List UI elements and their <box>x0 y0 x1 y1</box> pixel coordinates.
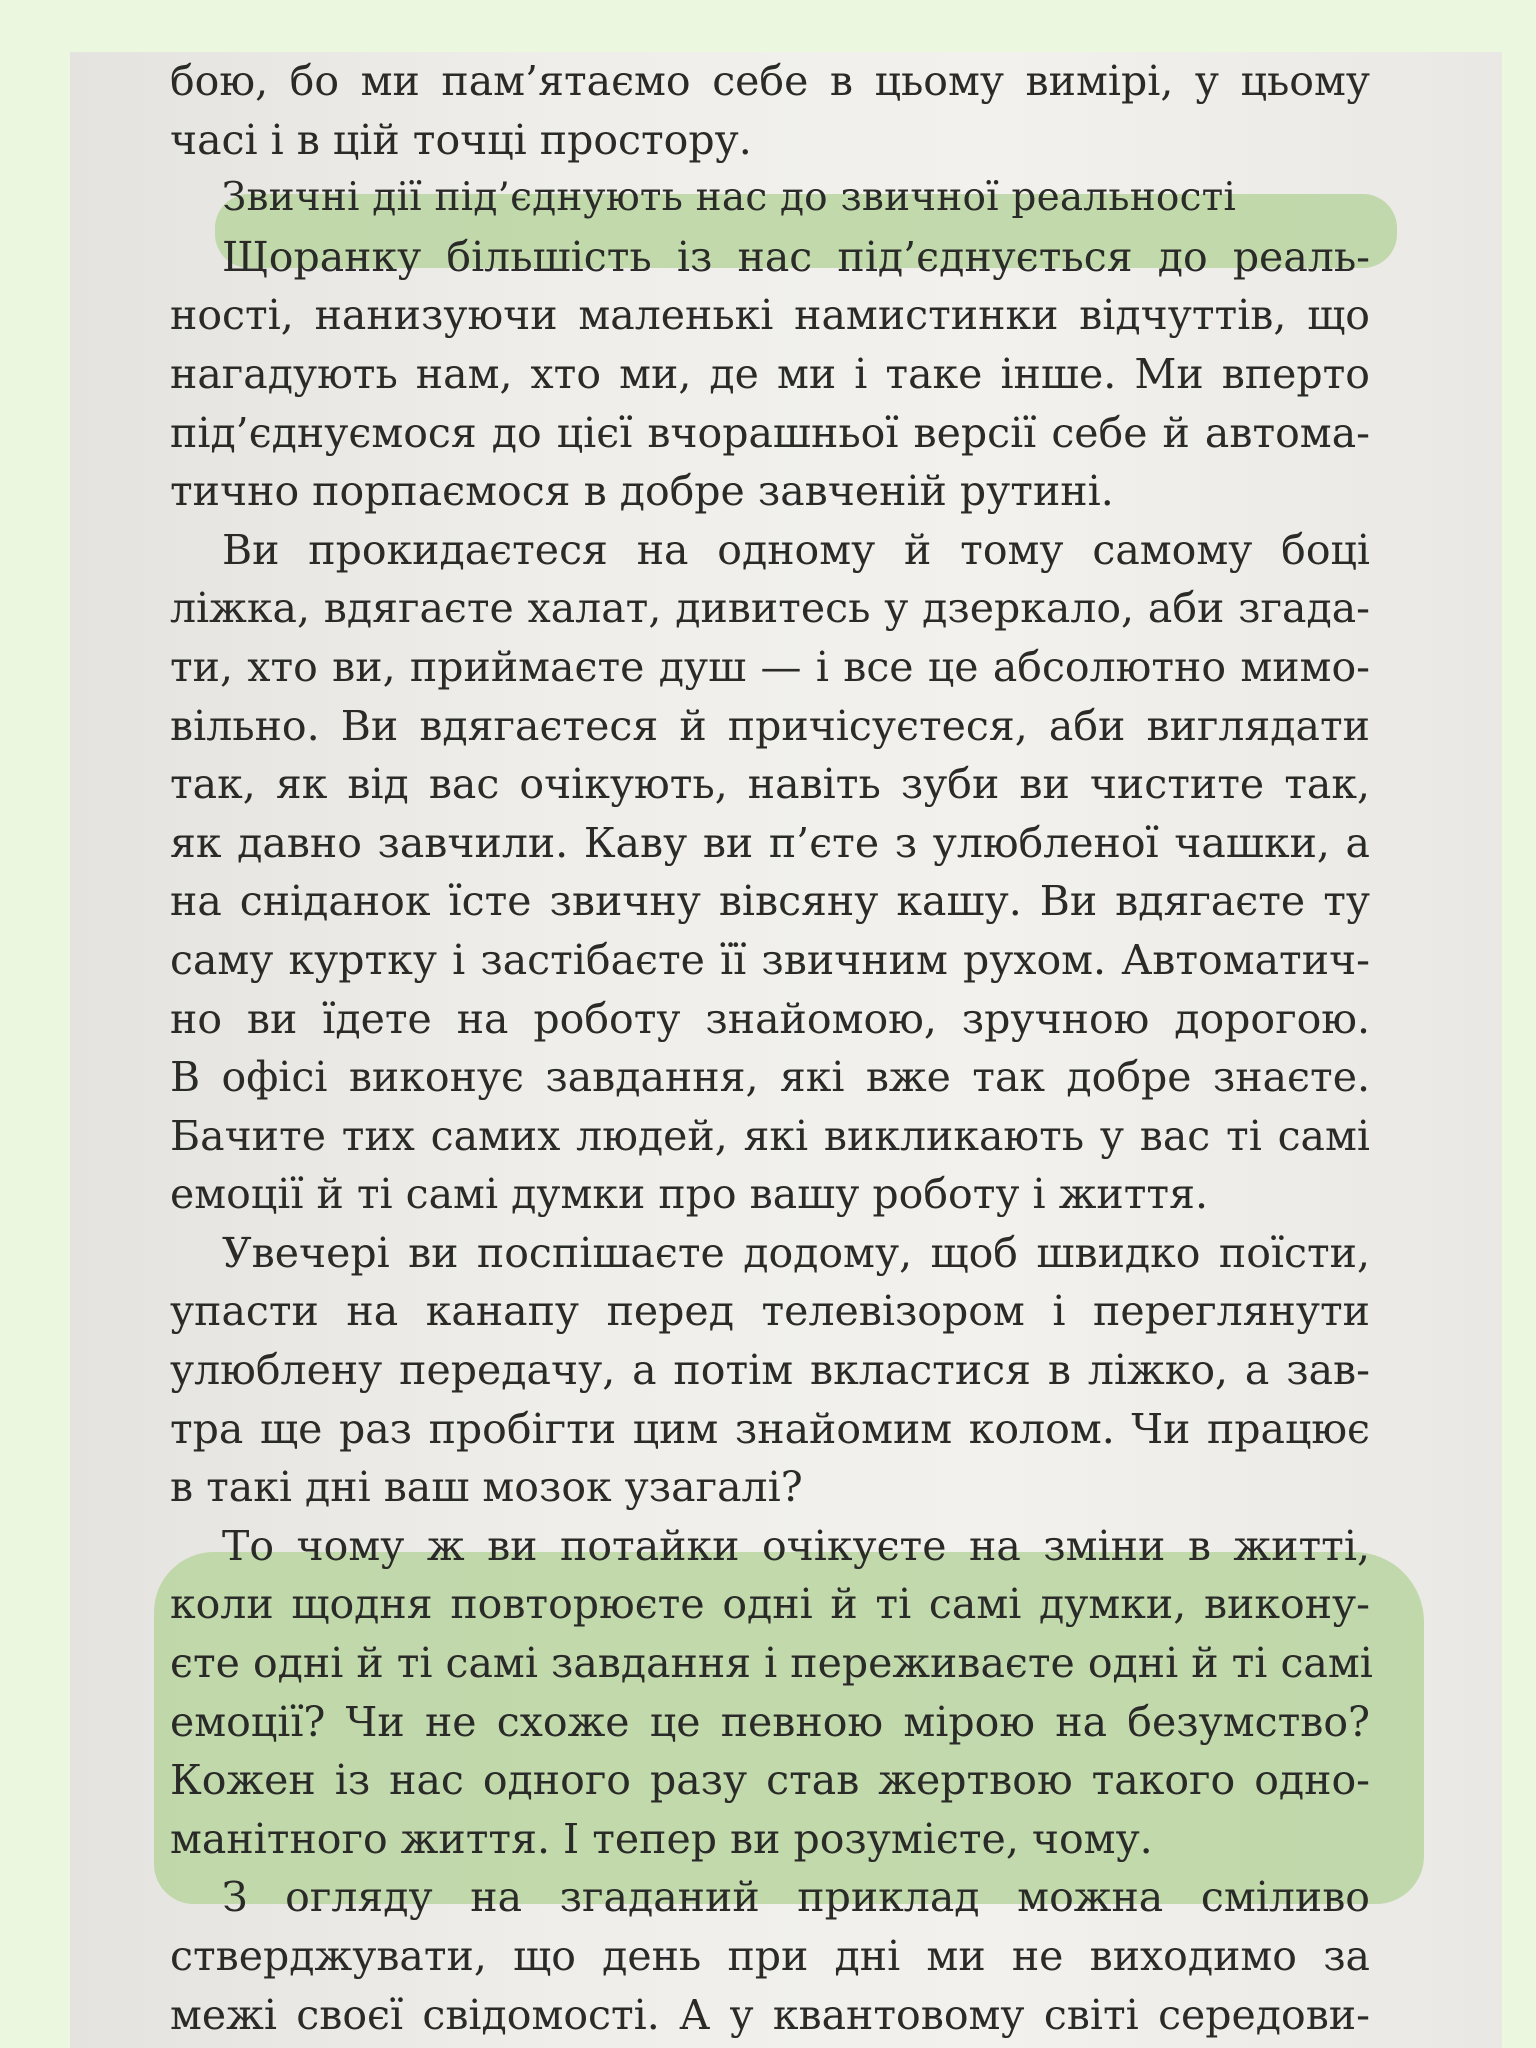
text-line: улюблену передачу, а потім вкластися в ліжко, а зав- <box>170 1346 1370 1395</box>
text-line: емоції й ті самі думки про вашу роботу і життя. <box>170 1170 1209 1219</box>
text-line: Увечері ви поспішаєте додому, щоб швидко поїсти, <box>222 1228 1370 1277</box>
text-line: ності, нанизуючи маленькі намистинки відчуттів, що <box>170 291 1370 340</box>
text-line: на сніданок їсте звичну вівсяну кашу. Ви вдягаєте ту <box>170 877 1370 926</box>
text-line: ти, хто ви, приймаєте душ — і все це абсолютно мимо- <box>170 642 1370 691</box>
text-line: но ви їдете на роботу знайомою, зручною дорогою. <box>170 994 1370 1043</box>
text-line: саму куртку і застібаєте її звичним рухом. Автоматич- <box>170 935 1370 984</box>
text-line: тично порпаємося в добре завченій рутині. <box>170 467 1114 516</box>
text-line: коли щодня повторюєте одні й ті самі думки, викону- <box>170 1580 1370 1629</box>
book-page <box>70 52 1502 2048</box>
text-line: під’єднуємося до цієї вчорашньої версії себе й автома- <box>170 408 1370 457</box>
text-line: межі своєї свідомості. А у квантовому світі середови- <box>170 1990 1370 2039</box>
text-line: як давно завчили. Каву ви п’єте з улюбленої чашки, а <box>170 818 1370 867</box>
text-line: Ви прокидаєтеся на одному й тому самому боці <box>222 525 1370 574</box>
text-line: Щоранку більшість із нас під’єднується до реаль- <box>222 232 1370 281</box>
text-line: так, як від вас очікують, навіть зуби ви чистите так, <box>170 760 1370 809</box>
text-line: бою, бо ми пам’ятаємо себе в цьому вимірі, у цьому <box>170 57 1370 105</box>
text-line: З огляду на згаданий приклад можна сміливо <box>222 1873 1370 1922</box>
text-line: В офісі виконує завдання, які вже так добре знаєте. <box>170 1053 1370 1102</box>
section-heading: Звичні дії під’єднують нас до звичної реальності <box>222 175 1237 221</box>
text-line: нагадують нам, хто ми, де ми і таке інше. Ми вперто <box>170 349 1370 398</box>
text-line: єте одні й ті самі завдання і переживаєте одні й ті самі <box>170 1639 1373 1688</box>
text-line: вільно. Ви вдягаєтеся й причісуєтеся, аби виглядати <box>170 701 1370 750</box>
text-line: Кожен із нас одного разу став жертвою такого одно- <box>170 1756 1370 1805</box>
text-line: тра ще раз пробігти цим знайомим колом. Чи працює <box>170 1404 1370 1453</box>
text-line: Бачите тих самих людей, які викликають у вас ті самі <box>170 1111 1370 1160</box>
text-line: ліжка, вдягаєте халат, дивитесь у дзеркало, аби згада- <box>170 584 1370 633</box>
text-line: емоції? Чи не схоже це певною мірою на безумство? <box>170 1697 1370 1746</box>
text-line: часі і в цій точці простору. <box>170 115 752 164</box>
page-text <box>170 52 1373 2044</box>
text-line: упасти на канапу перед телевізором і переглянути <box>170 1287 1370 1336</box>
text-line: манітного життя. І тепер ви розумієте, чому. <box>170 1814 1153 1863</box>
text-line: в такі дні ваш мозок узагалі? <box>170 1463 803 1512</box>
text-line: стверджувати, що день при дні ми не виходимо за <box>170 1932 1370 1980</box>
text-line: То чому ж ви потайки очікуєте на зміни в житті, <box>222 1521 1370 1570</box>
